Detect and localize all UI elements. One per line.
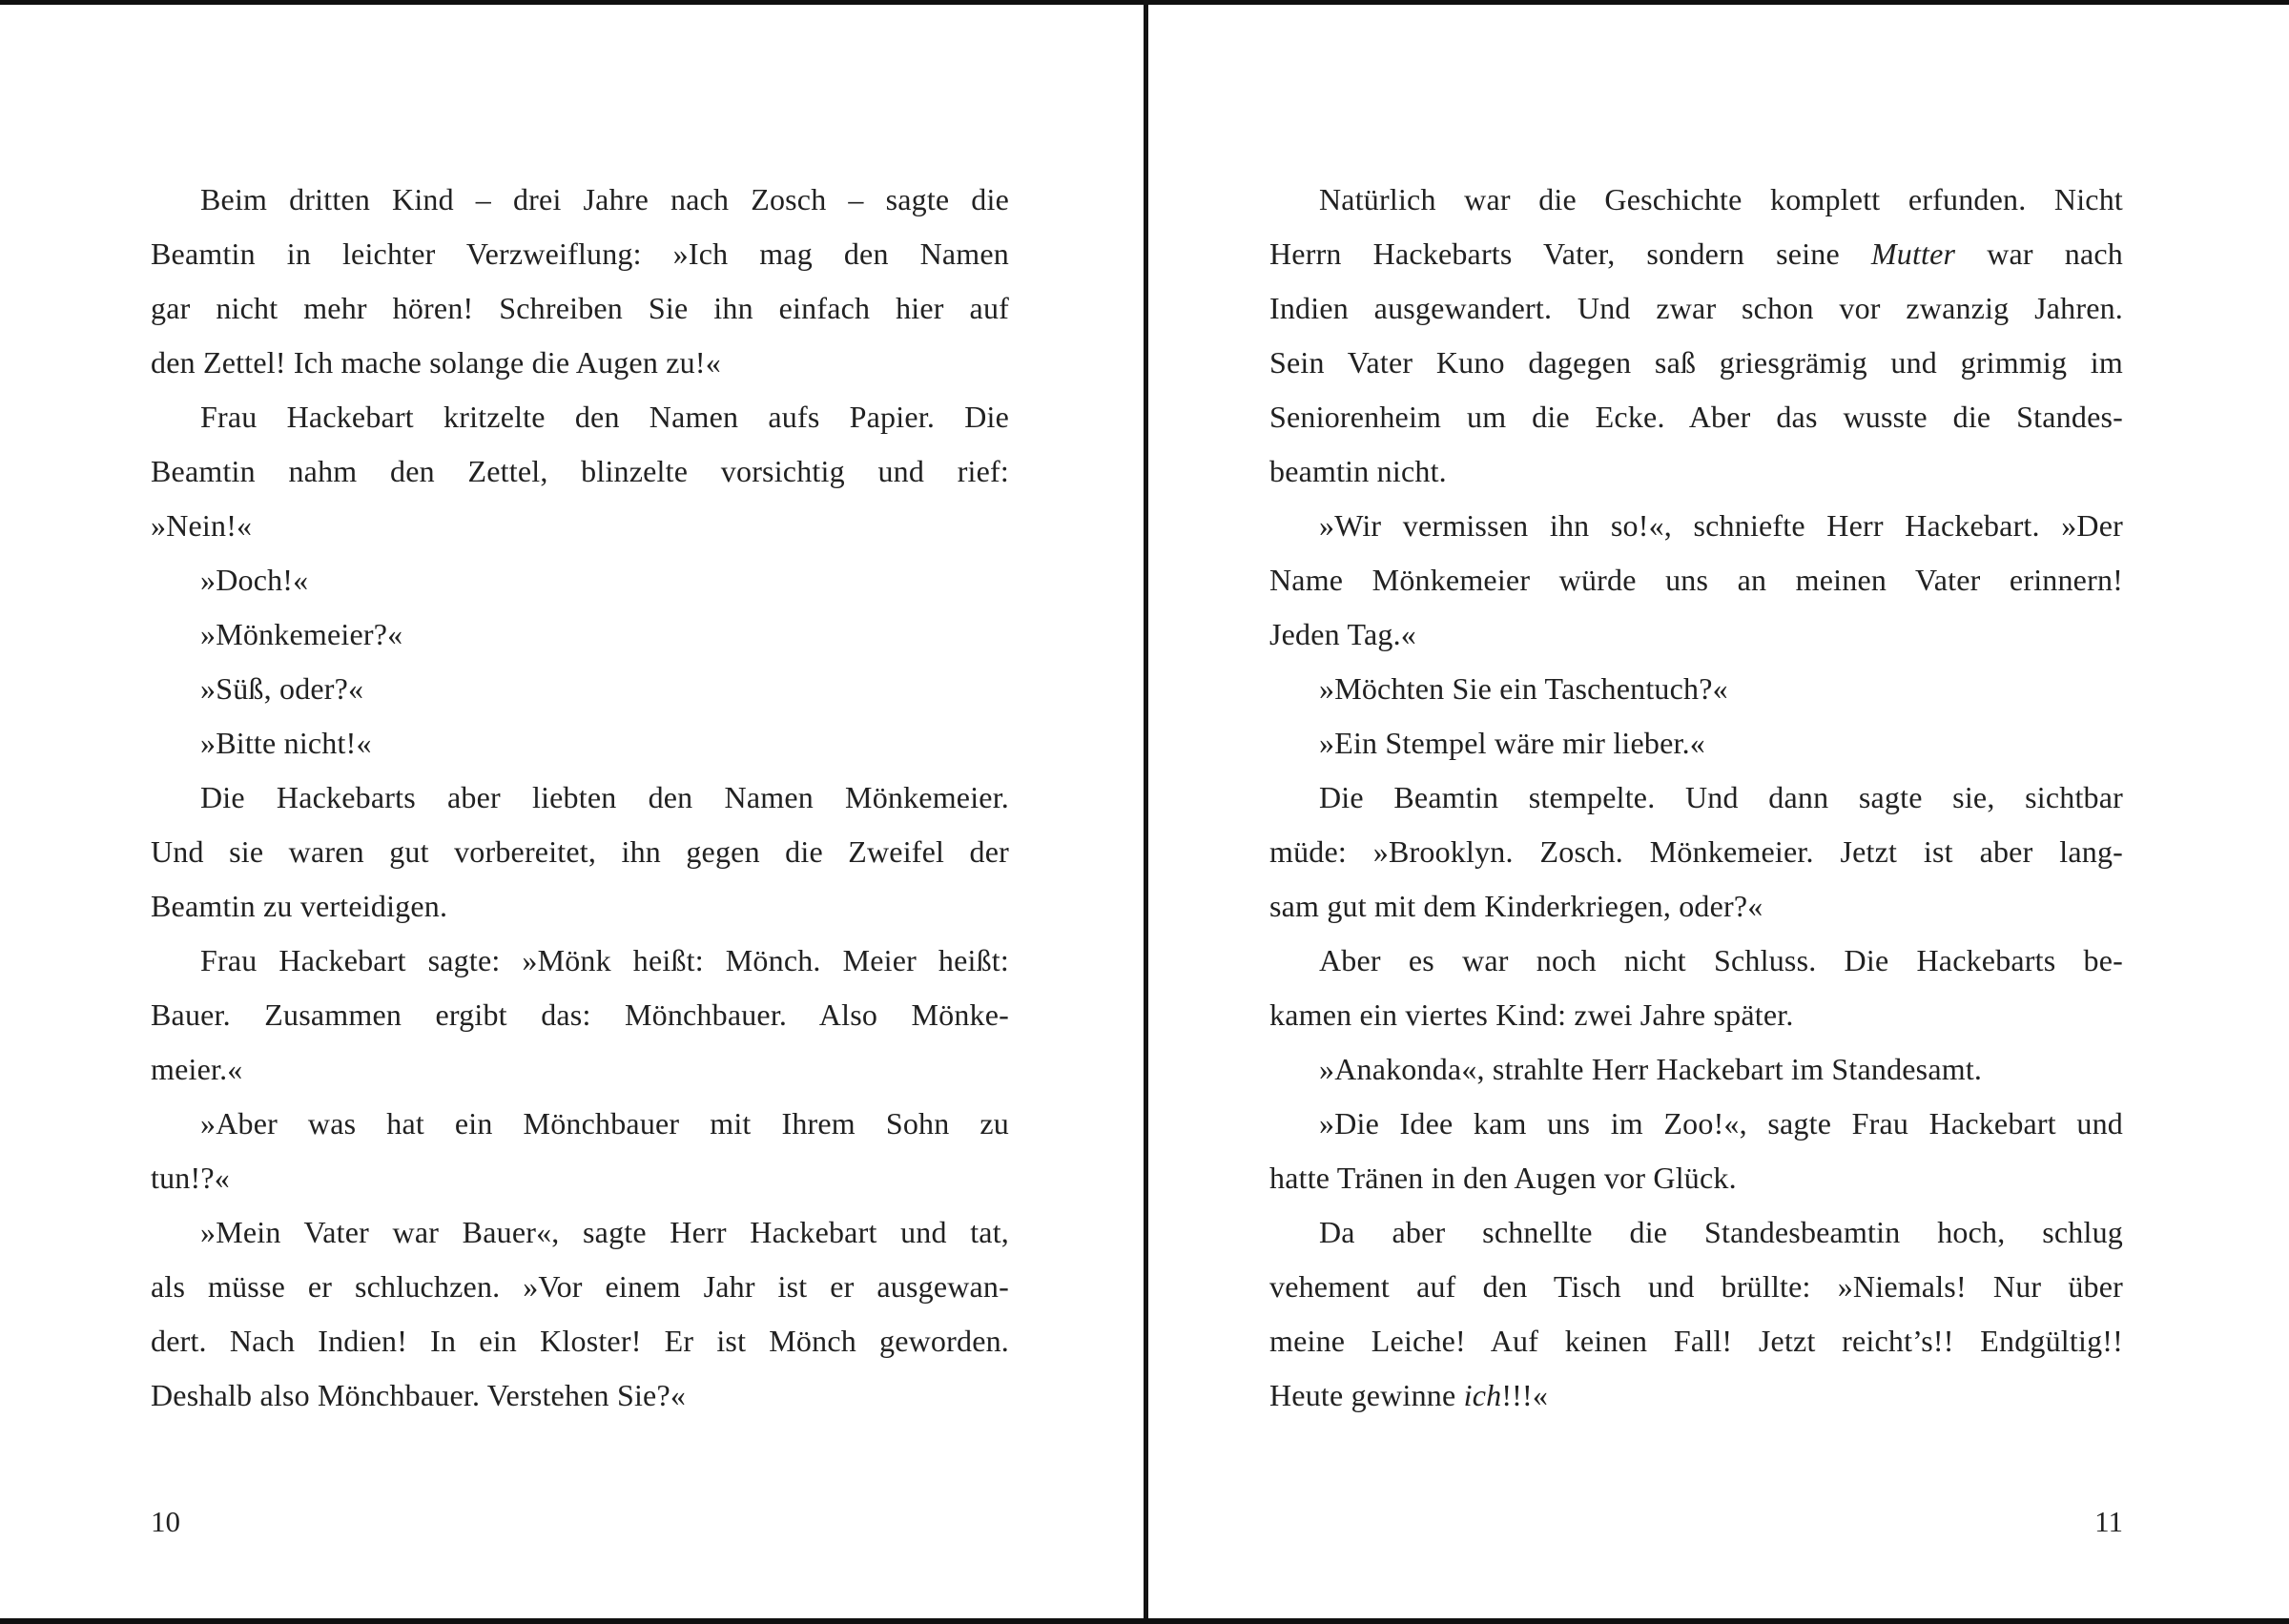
text-segment: Beamtin zu verteidigen. [151,889,448,923]
text-line [151,771,1009,825]
text-segment: »Die Idee kam uns im Zoo!«, sagte Frau Hackebart und [1319,1106,2123,1141]
text-line [1269,607,2123,662]
text-line [151,662,1009,716]
text-segment: Jeden Tag.« [1269,617,1416,651]
text-segment: beamtin nicht. [1269,454,1447,488]
text-line [1269,1368,2123,1423]
text-segment: »Doch!« [200,563,309,597]
text-line [1269,173,2123,227]
text-segment: Indien ausgewandert. Und zwar schon vor zwanzig Jahren. [1269,291,2123,325]
text-line [151,173,1009,227]
text-segment: »Nein!« [151,508,253,543]
text-segment: Beim dritten Kind – drei Jahre nach Zosch – sagte die [200,182,1009,216]
text-line [1269,771,2123,825]
text-line [151,1314,1009,1368]
text-segment: Die Hackebarts aber liebten den Namen Mönkemeier. [200,780,1009,814]
text-line [151,879,1009,934]
text-line [151,1205,1009,1260]
text-line [1269,1042,2123,1097]
text-segment: Name Mönkemeier würde uns an meinen Vater erinnern! [1269,563,2123,597]
text-line [151,825,1009,879]
text-line [1269,1205,2123,1260]
text-line [1269,553,2123,607]
text-line [151,336,1009,390]
text-line [151,1260,1009,1314]
text-line [1269,879,2123,934]
text-line [151,934,1009,988]
text-segment: Da aber schnellte die Standesbeamtin hoch, schlug [1319,1215,2123,1249]
page-left [0,0,1144,1624]
text-segment: Und sie waren gut vorbereitet, ihn gegen die Zweifel der [151,834,1009,869]
text-line [1269,825,2123,879]
text-segment: »Anakonda«, strahlte Herr Hackebart im Standesamt. [1319,1052,1983,1086]
text-segment: »Mein Vater war Bauer«, sagte Herr Hackebart und tat, [200,1215,1009,1249]
text-segment: Aber es war noch nicht Schluss. Die Hackebarts be- [1319,943,2123,977]
text-line [151,553,1009,607]
text-line [151,1042,1009,1097]
text-segment: Beamtin in leichter Verzweiflung: »Ich mag den Namen [151,236,1009,271]
text-segment: war nach [1955,236,2123,271]
text-segment: Deshalb also Mönchbauer. Verstehen Sie?« [151,1378,687,1412]
page-left-text-block [151,173,1009,1423]
text-line [151,227,1009,281]
text-segment: Herrn Hackebarts Vater, sondern seine [1269,236,1871,271]
text-segment: kamen ein viertes Kind: zwei Jahre später. [1269,997,1794,1032]
text-line [151,988,1009,1042]
text-segment: Bauer. Zusammen ergibt das: Mönchbauer. Also Mönke- [151,997,1009,1032]
italic-text-segment: Mutter [1870,236,1956,271]
text-line [151,1368,1009,1423]
page-right [1148,0,2289,1624]
text-segment: »Bitte nicht!« [200,726,372,760]
text-line [1269,988,2123,1042]
text-segment: sam gut mit dem Kinderkriegen, oder?« [1269,889,1763,923]
page-number-left: 10 [151,1505,180,1538]
text-line [151,1151,1009,1205]
text-segment: Frau Hackebart sagte: »Mönk heißt: Mönch. Meier heißt: [200,943,1009,977]
text-line [1269,336,2123,390]
text-line [151,281,1009,336]
text-segment: Sein Vater Kuno dagegen saß griesgrämig und grimmig im [1269,345,2123,380]
bottom-frame-line [0,1618,2289,1624]
text-line [1269,444,2123,499]
text-segment: den Zettel! Ich mache solange die Augen zu!« [151,345,721,380]
text-segment: meine Leiche! Auf keinen Fall! Jetzt reicht’s!! Endgültig!! [1269,1324,2123,1358]
text-line [1269,281,2123,336]
page-number-right: 11 [2094,1505,2123,1538]
text-line [151,607,1009,662]
text-segment: »Wir vermissen ihn so!«, schniefte Herr Hackebart. »Der [1319,508,2123,543]
text-segment: meier.« [151,1052,243,1086]
text-segment: »Möchten Sie ein Taschentuch?« [1319,671,1728,706]
text-line [1269,227,2123,281]
page-right-text-block [1269,173,2123,1423]
text-segment: gar nicht mehr hören! Schreiben Sie ihn einfach hier auf [151,291,1009,325]
text-segment: Beamtin nahm den Zettel, blinzelte vorsichtig und rief: [151,454,1009,488]
text-line [1269,1260,2123,1314]
text-line [1269,1097,2123,1151]
text-line [151,444,1009,499]
text-line [1269,1151,2123,1205]
text-line [1269,499,2123,553]
text-line [151,716,1009,771]
text-segment: Seniorenheim um die Ecke. Aber das wusste die Standes- [1269,400,2123,434]
text-segment: müde: »Brooklyn. Zosch. Mönkemeier. Jetzt ist aber lang- [1269,834,2123,869]
text-segment: dert. Nach Indien! In ein Kloster! Er ist Mönch geworden. [151,1324,1009,1358]
text-segment: »Mönkemeier?« [200,617,403,651]
text-segment: »Süß, oder?« [200,671,364,706]
text-line [1269,716,2123,771]
text-line [151,390,1009,444]
text-segment: tun!?« [151,1161,230,1195]
italic-text-segment: ich [1463,1378,1502,1412]
text-line [1269,934,2123,988]
text-segment: Heute gewinne [1269,1378,1464,1412]
text-segment: vehement auf den Tisch und brüllte: »Niemals! Nur über [1269,1269,2123,1304]
text-line [151,499,1009,553]
text-segment: Natürlich war die Geschichte komplett erfunden. Nicht [1319,182,2123,216]
text-segment: hatte Tränen in den Augen vor Glück. [1269,1161,1737,1195]
text-segment: !!!« [1501,1378,1549,1412]
text-line [1269,1314,2123,1368]
text-segment: Die Beamtin stempelte. Und dann sagte sie, sichtbar [1319,780,2123,814]
text-line [151,1097,1009,1151]
text-segment: Frau Hackebart kritzelte den Namen aufs Papier. Die [200,400,1009,434]
text-line [1269,662,2123,716]
text-segment: als müsse er schluchzen. »Vor einem Jahr ist er ausgewan- [151,1269,1009,1304]
text-segment: »Ein Stempel wäre mir lieber.« [1319,726,1705,760]
text-line [1269,390,2123,444]
text-segment: »Aber was hat ein Mönchbauer mit Ihrem Sohn zu [200,1106,1009,1141]
